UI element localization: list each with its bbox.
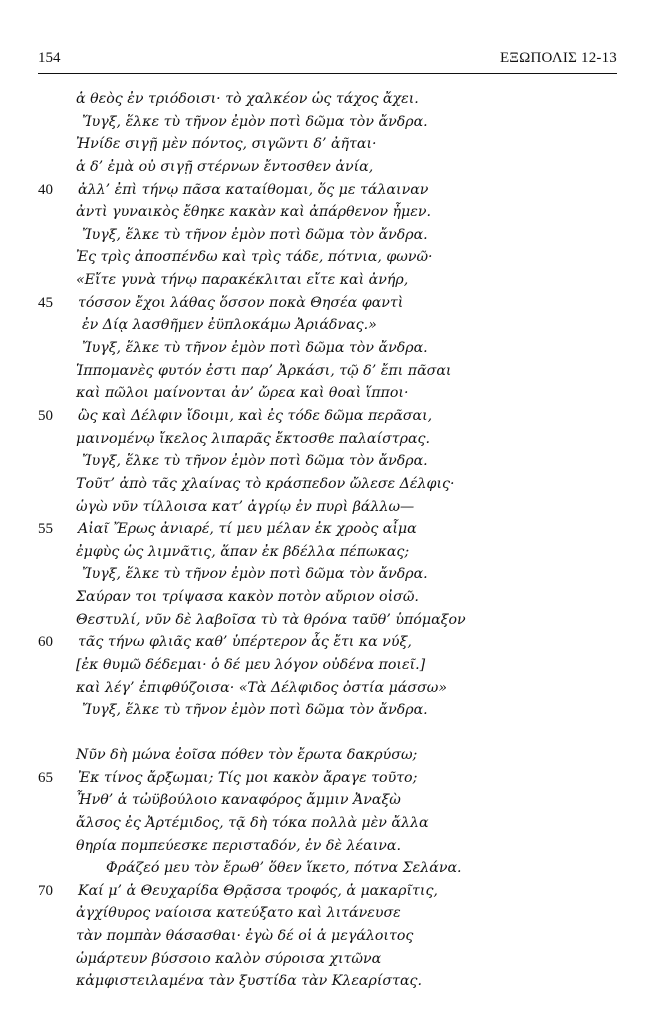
verse-text: Ἦνθ’ ἁ τὠϋβούλοιο καναφόρος ἄμμιν Ἀναξὼ — [76, 792, 401, 809]
verse-line — [38, 880, 618, 903]
verse-line — [38, 677, 618, 700]
verse-line — [38, 518, 618, 541]
verse-text: καὶ πῶλοι μαίνονται ἀν’ ὤρεα καὶ θοαὶ ἵπποι· — [76, 385, 409, 402]
verse-text: Τοῦτ’ ἀπὸ τᾶς χλαίνας τὸ κράσπεδον ὤλεσε Δέλφις· — [76, 475, 455, 492]
header-rule — [38, 73, 617, 74]
verse-line — [38, 201, 618, 224]
verse-text: ἐν Δίᾳ λασθῆμεν ἐϋπλοκάμω Ἀριάδνας.» — [82, 317, 377, 334]
verse-text: Ἐκ τίνος ἄρξωμαι; Τίς μοι κακὸν ἄραγε τοῦτο; — [78, 769, 418, 786]
verse-line — [38, 789, 618, 812]
verse-text: ὡμάρτευν βύσσοιο καλὸν σύροισα χιτῶνα — [76, 950, 382, 967]
verse-text: ὡγὼ νῦν τίλλοισα κατ’ ἀγρίῳ ἐν πυρὶ βάλλω— — [76, 498, 415, 515]
verse-line — [38, 948, 618, 971]
verse-line — [38, 224, 618, 247]
verse-text: τόσσον ἔχοι λάθας ὅσσον ποκὰ Θησέα φαντὶ — [78, 294, 404, 311]
verse-text: [ἐκ θυμῶ δέδεμαι· ὁ δέ μευ λόγον οὐδένα ποιεῖ.] — [76, 657, 426, 674]
verse-text: Ἱππομανὲς φυτόν ἐστι παρ’ Ἀρκάσι, τῷ δ’ ἔπι πᾶσαι — [76, 362, 452, 379]
verse-line — [38, 970, 618, 993]
verse-text: Ἴυγξ, ἕλκε τὺ τῆνον ἐμὸν ποτὶ δῶμα τὸν ἄνδρα. — [82, 340, 428, 357]
line-number: 45 — [38, 294, 53, 311]
verse-line — [38, 428, 618, 451]
verse-text: Ἠνίδε σιγῇ μὲν πόντος, σιγῶντι δ’ ἀῆται· — [76, 136, 377, 153]
verse-text: Ἴυγξ, ἕλκε τὺ τῆνον ἐμὸν ποτὶ δῶμα τὸν ἄνδρα. — [82, 453, 428, 470]
page-header — [38, 50, 617, 72]
verse-text: μαινομένῳ ἴκελος λιπαρᾶς ἔκτοσθε παλαίστρας. — [76, 430, 430, 447]
verse-text: ἀγχίθυρος ναίοισα κατεύξατο καὶ λιτάνευσε — [76, 905, 401, 922]
verse-text: Ἴυγξ, ἕλκε τὺ τῆνον ἐμὸν ποτὶ δῶμα τὸν ἄνδρα. — [82, 566, 428, 583]
running-title: ΕΞΩΠΟΛΙΣ 12-13 — [499, 50, 617, 66]
verse-text: καὶ λέγ’ ἐπιφθύζοισα· «Τὰ Δέλφιδος ὀστία μάσσω» — [76, 679, 448, 696]
verse-text: Φράζεό μευ τὸν ἔρωθ’ ὅθεν ἵκετο, πότνα Σελάνα. — [106, 860, 462, 877]
verse-text: Ἴυγξ, ἕλκε τὺ τῆνον ἐμὸν ποτὶ δῶμα τὸν ἄνδρα. — [82, 226, 428, 243]
verse-text: ἁ θεὸς ἐν τριόδοισι· τὸ χαλκέον ὡς τάχος ἄχει. — [76, 91, 419, 107]
verse-line — [38, 699, 618, 722]
verse-line — [38, 111, 618, 134]
verse-text: κἀμφιστειλαμένα τὰν ξυστίδα τὰν Κλεαρίστας. — [76, 973, 422, 990]
verse-line — [38, 496, 618, 519]
verse-text: Καί μ’ ἁ Θευχαρίδα Θρᾷσσα τροφός, ἁ μακαρῖτις, — [78, 882, 438, 899]
verse-line — [38, 654, 618, 677]
verse-text: ὣς καὶ Δέλφιν ἴδοιμι, καὶ ἐς τόδε δῶμα περᾶσαι, — [78, 407, 433, 424]
verse-text: Θεστυλί, νῦν δὲ λαβοῖσα τὺ τὰ θρόνα ταῦθ’ ὑπόμαξον — [76, 611, 466, 628]
verse-line — [38, 563, 618, 586]
page-number: 154 — [38, 50, 61, 66]
verse-line — [38, 902, 618, 925]
verse-line — [38, 609, 618, 632]
verse-line — [38, 767, 618, 790]
verse-text: ἄλσος ἐς Ἀρτέμιδος, τᾷ δὴ τόκα πολλὰ μὲν ἄλλα — [76, 814, 429, 831]
line-number: 50 — [38, 407, 53, 424]
verse-line — [38, 631, 618, 654]
verse-line — [38, 744, 618, 767]
verse-line — [38, 337, 618, 360]
verse-line — [38, 88, 618, 111]
verse-text: Νῦν δὴ μώνα ἐοῖσα πόθεν τὸν ἔρωτα δακρύσω; — [76, 746, 418, 763]
verse-line — [38, 586, 618, 609]
verse-line — [38, 925, 618, 948]
verse-line — [38, 156, 618, 179]
line-number: 70 — [38, 882, 53, 899]
verse-line — [38, 360, 618, 383]
verse-line — [38, 382, 618, 405]
verse-text: Αἰαῖ Ἔρως ἀνιαρέ, τί μευ μέλαν ἐκ χροὸς αἷμα — [78, 521, 417, 538]
verse-line — [38, 133, 618, 156]
line-number: 60 — [38, 634, 53, 651]
verse-line — [38, 269, 618, 292]
verse-text: Ἴυγξ, ἕλκε τὺ τῆνον ἐμὸν ποτὶ δῶμα τὸν ἄνδρα. — [82, 702, 428, 719]
verse-line — [38, 314, 618, 337]
verse-line — [38, 541, 618, 564]
verse-text: «Εἴτε γυνὰ τήνῳ παρακέκλιται εἴτε καὶ ἀνήρ, — [76, 272, 409, 289]
verse-text: Ἴυγξ, ἕλκε τὺ τῆνον ἐμὸν ποτὶ δῶμα τὸν ἄνδρα. — [82, 113, 428, 130]
verse-line — [38, 292, 618, 315]
verse-line — [38, 179, 618, 202]
verse-line — [38, 450, 618, 473]
poem-text — [38, 88, 618, 993]
verse-line — [38, 835, 618, 858]
verse-line — [38, 857, 618, 880]
verse-text: Ἐς τρὶς ἀποσπένδω καὶ τρὶς τάδε, πότνια, φωνῶ· — [76, 249, 433, 266]
verse-text: ἀντὶ γυναικὸς ἔθηκε κακὰν καὶ ἀπάρθενον ἦμεν. — [76, 204, 431, 221]
verse-text: Σαύραν τοι τρίψασα κακὸν ποτὸν αὔριον οἰσῶ. — [76, 589, 419, 606]
line-number: 40 — [38, 181, 53, 198]
verse-line — [38, 405, 618, 428]
line-number: 65 — [38, 769, 53, 786]
verse-line — [38, 246, 618, 269]
verse-line — [38, 812, 618, 835]
verse-text: θηρία πομπεύεσκε περισταδόν, ἐν δὲ λέαινα. — [76, 837, 401, 854]
verse-line — [38, 473, 618, 496]
stanza-break — [38, 722, 618, 744]
verse-text: ἐμφὺς ὡς λιμνᾶτις, ἅπαν ἐκ βδέλλα πέπωκας; — [76, 543, 410, 560]
verse-text: τὰν πομπὰν θάσασθαι· ἐγὼ δέ οἱ ἁ μεγάλοιτος — [76, 928, 414, 945]
verse-text: τᾶς τήνω φλιᾶς καθ’ ὑπέρτερον ἇς ἔτι κα νύξ, — [78, 634, 412, 651]
line-number: 55 — [38, 521, 53, 538]
verse-text: ἁ δ’ ἐμὰ οὐ σιγῇ στέρνων ἔντοσθεν ἀνία, — [76, 158, 374, 175]
verse-text: ἀλλ’ ἐπὶ τήνῳ πᾶσα καταίθομαι, ὅς με τάλαιναν — [78, 181, 429, 198]
